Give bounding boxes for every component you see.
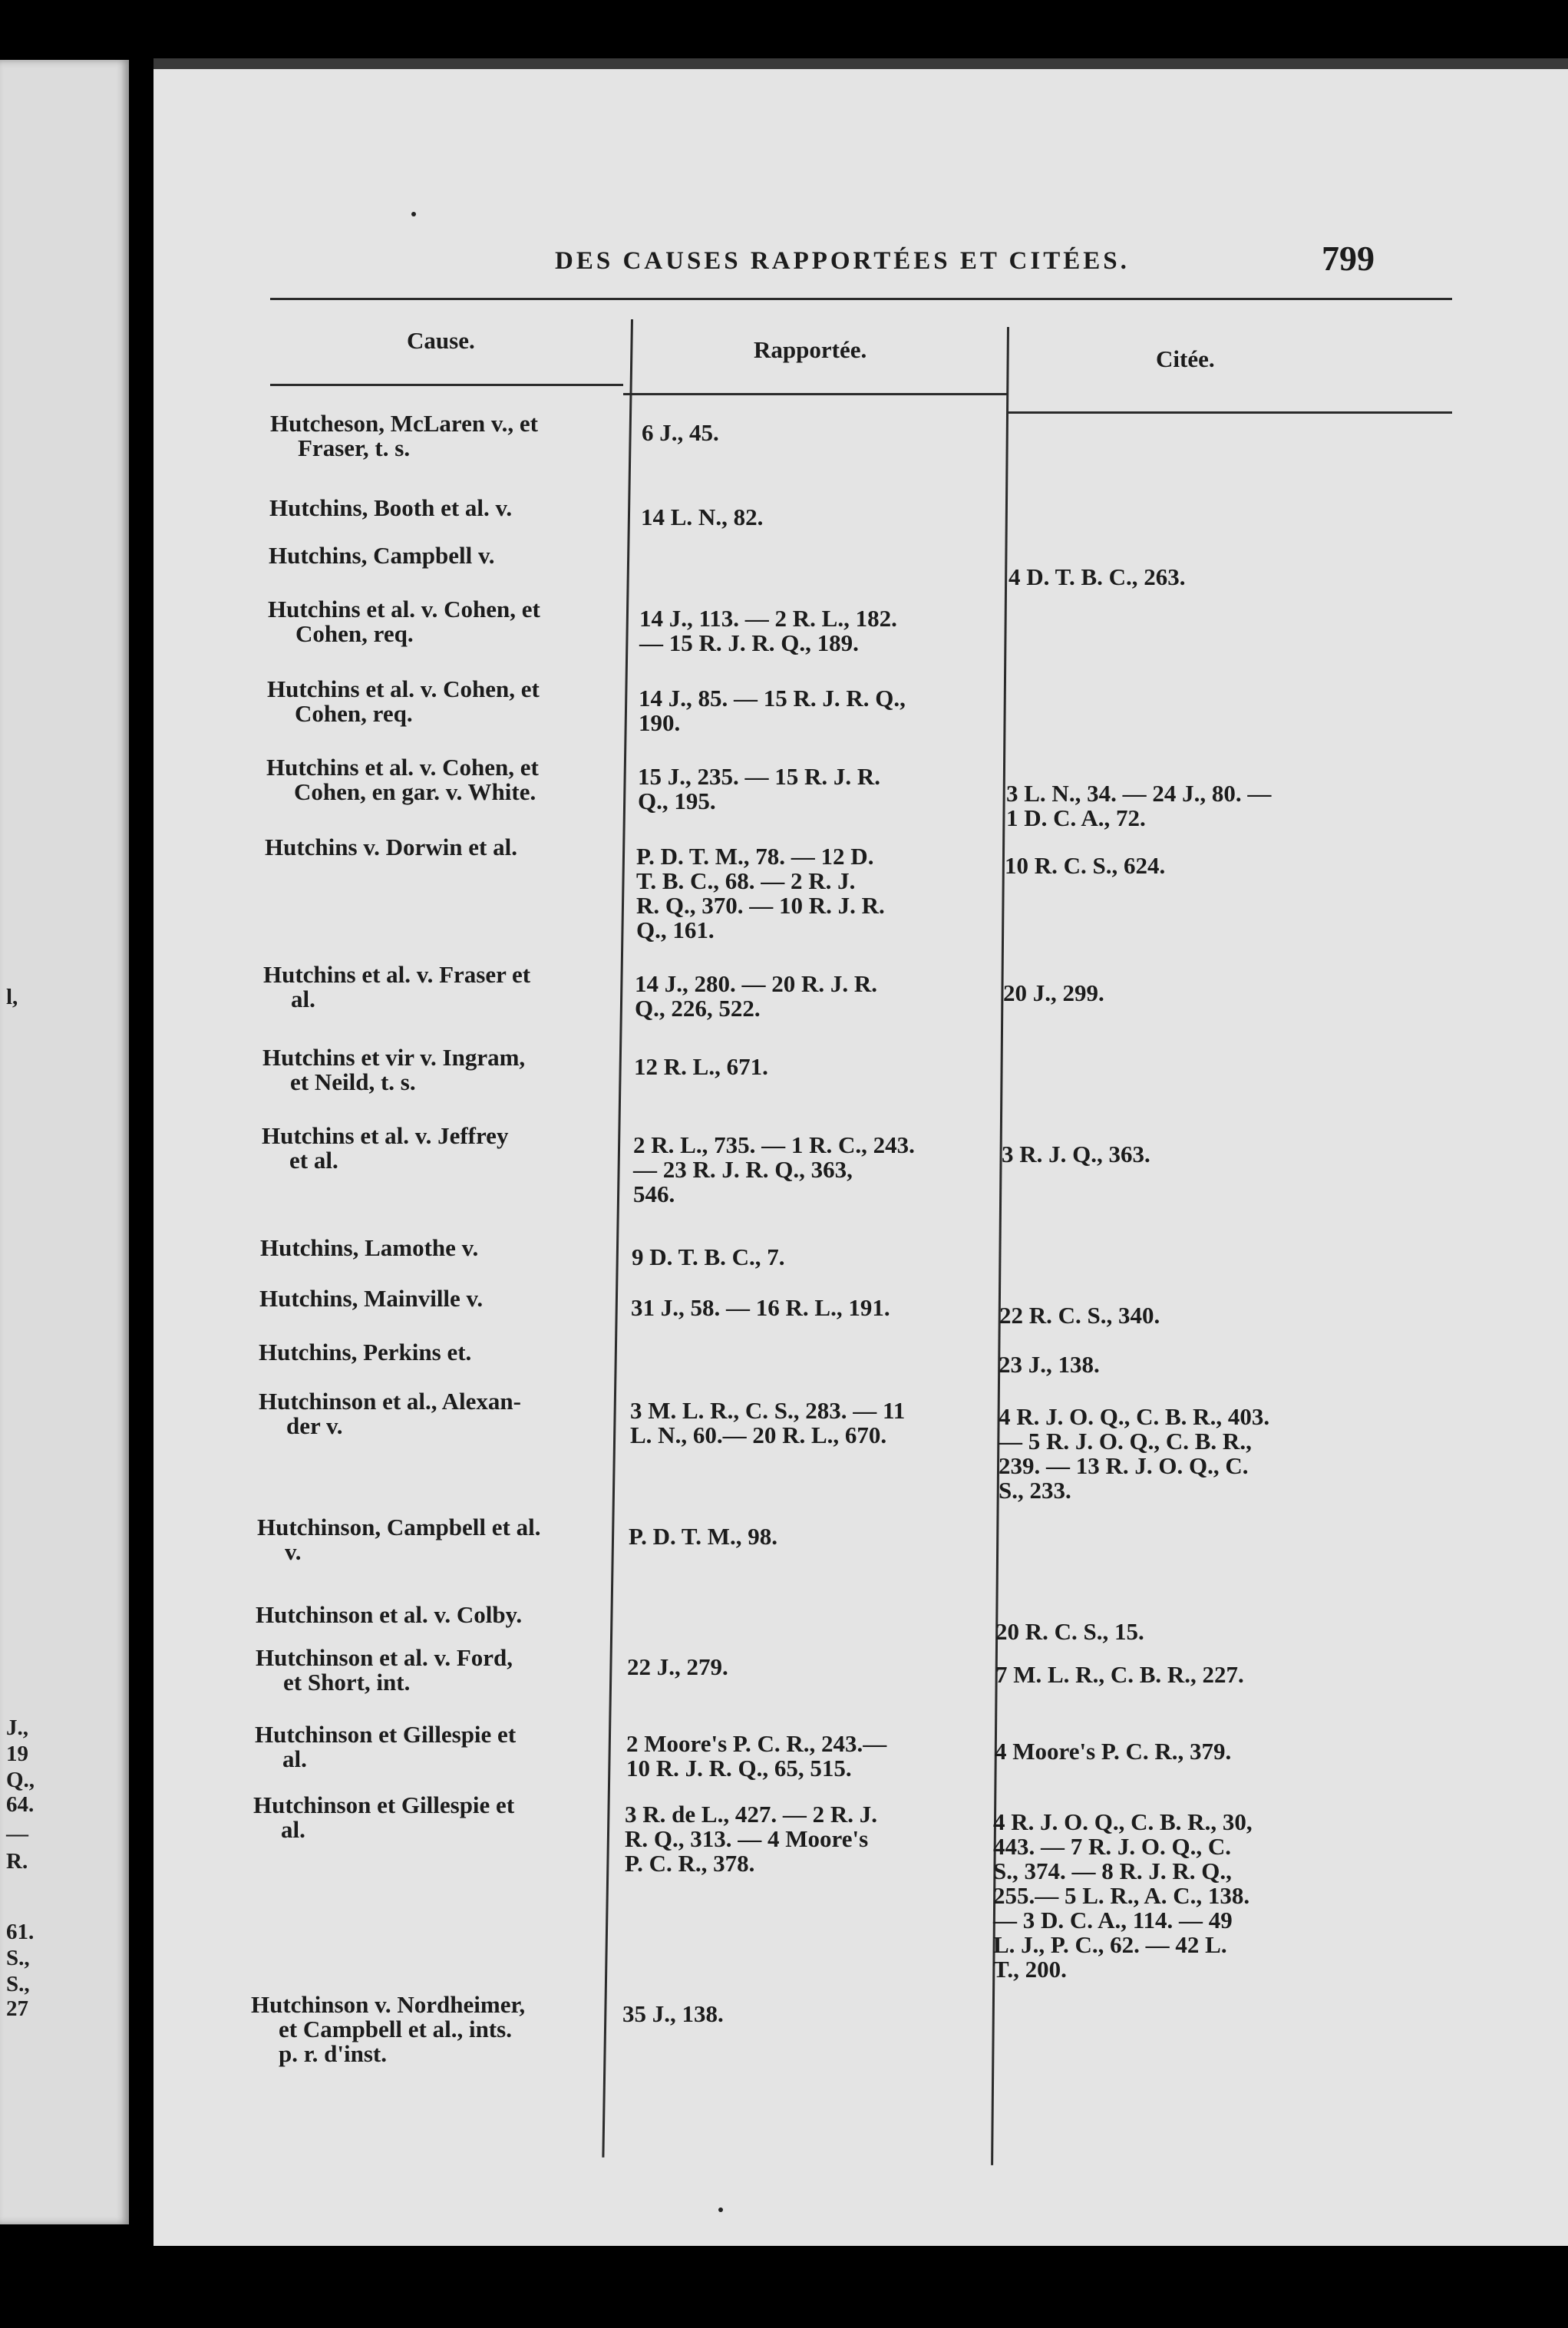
cause-entry <box>256 1603 801 1627</box>
cause-entry-line: Hutchins, Campbell v. <box>269 542 495 569</box>
cause-entry-line: Fraser, t. s. <box>298 434 411 461</box>
rapportee-entry-line: — 23 R. J. R. Q., 363, <box>633 1156 853 1183</box>
cause-entry-line: al. <box>281 1816 305 1843</box>
citee-entry <box>999 1352 1551 1377</box>
document-page <box>153 58 1568 2246</box>
header-rule <box>270 298 1452 300</box>
citee-entry <box>1008 565 1561 589</box>
citee-entry-line: 20 R. C. S., 15. <box>995 1618 1144 1645</box>
cause-entry-line: Hutchinson, Campbell et al. <box>257 1514 541 1540</box>
citee-entry-line: T., 200. <box>993 1956 1067 1983</box>
citee-entry <box>999 1405 1551 1503</box>
citee-entry-line: 239. — 13 R. J. O. Q., C. <box>999 1452 1249 1479</box>
column-header-rule-left <box>270 384 623 386</box>
cause-entry <box>259 1340 804 1365</box>
left-page-text: J., <box>6 1715 28 1740</box>
citee-entry <box>999 1303 1552 1328</box>
cause-entry <box>269 543 814 568</box>
rapportee-entry-line: R. Q., 370. — 10 R. J. R. <box>636 892 885 919</box>
column-header-cause: Cause. <box>407 327 475 354</box>
cause-entry-line: Hutchins v. Dorwin et al. <box>265 834 517 860</box>
rapportee-entry-line: 2 R. L., 735. — 1 R. C., 243. <box>633 1131 915 1158</box>
citee-entry-line: 443. — 7 R. J. O. Q., C. <box>993 1833 1231 1860</box>
rapportee-entry <box>629 1524 1166 1549</box>
left-page-text: S., <box>6 1972 30 1996</box>
citee-entry-line: 4 R. J. O. Q., C. B. R., 403. <box>999 1403 1270 1430</box>
cause-entry-line: Hutchins, Booth et al. v. <box>269 494 513 521</box>
rapportee-entry <box>639 686 1176 735</box>
rapportee-entry-line: 31 J., 58. — 16 R. L., 191. <box>631 1294 890 1321</box>
rapportee-entry-line: 190. <box>639 709 681 736</box>
cause-entry-line: et al. <box>289 1147 338 1174</box>
column-header-rapportee: Rapportée. <box>754 336 867 363</box>
citee-entry <box>1006 781 1559 830</box>
rapportee-entry-line: 546. <box>633 1181 675 1207</box>
rapportee-entry-line: Q., 195. <box>638 788 716 814</box>
page-number: 799 <box>1322 239 1375 278</box>
citee-entry-line: — 3 D. C. A., 114. — 49 <box>993 1907 1233 1933</box>
citee-entry-line: 10 R. C. S., 624. <box>1005 852 1166 879</box>
page-top-edge <box>153 58 1568 69</box>
rapportee-entry <box>632 1245 1169 1270</box>
rapportee-entry-line: R. Q., 313. — 4 Moore's <box>625 1825 869 1852</box>
rapportee-entry-line: T. B. C., 68. — 2 R. J. <box>636 867 856 894</box>
citee-entry <box>995 1620 1548 1644</box>
rapportee-entry-line: 10 R. J. R. Q., 65, 515. <box>626 1755 852 1781</box>
cause-entry-line: Hutcheson, McLaren v., et <box>270 410 539 437</box>
rapportee-entry-line: 14 J., 85. — 15 R. J. R. Q., <box>639 685 906 712</box>
cause-entry-line: v. <box>285 1538 302 1565</box>
running-header: DES CAUSES RAPPORTÉES ET CITÉES. <box>555 247 1130 275</box>
citee-entry-line: 255.— 5 L. R., A. C., 138. <box>993 1882 1250 1909</box>
citee-entry <box>995 1739 1547 1764</box>
cause-entry-line: Hutchins et al. v. Cohen, et <box>268 596 540 622</box>
left-page-text: S., <box>6 1946 30 1970</box>
rapportee-entry <box>634 1055 1171 1079</box>
cause-entry-line: al. <box>282 1745 307 1772</box>
rapportee-entry-line: 9 D. T. B. C., 7. <box>632 1243 785 1270</box>
citee-entry-line: 3 R. J. Q., 363. <box>1002 1141 1150 1167</box>
citee-entry-line: 4 D. T. B. C., 263. <box>1008 563 1186 590</box>
cause-entry-line: Hutchins et al. v. Fraser et <box>263 961 531 988</box>
left-page-text: — <box>6 1821 28 1846</box>
citee-entry-line: 20 J., 299. <box>1003 979 1104 1006</box>
cause-entry-line: Hutchinson et Gillespie et <box>255 1721 517 1748</box>
cause-entry-line: Hutchins et vir v. Ingram, <box>262 1044 526 1071</box>
column-header-rule-middle <box>623 393 1007 395</box>
citee-entry <box>993 1810 1546 1982</box>
left-page-fragment <box>0 60 129 2224</box>
rapportee-entry-line: L. N., 60.— 20 R. L., 670. <box>630 1422 887 1448</box>
rapportee-entry-line: Q., 226, 522. <box>635 995 761 1022</box>
citee-entry <box>1003 981 1556 1005</box>
column-header-citee: Citée. <box>1156 345 1215 372</box>
rapportee-entry <box>641 505 1178 530</box>
citee-entry-line: 22 R. C. S., 340. <box>999 1302 1160 1329</box>
rapportee-entry <box>639 606 1177 655</box>
cause-entry-line: Hutchinson et al., Alexan- <box>259 1388 521 1415</box>
cause-entry-line: Hutchins et al. v. Jeffrey <box>262 1122 509 1149</box>
cause-entry-line: p. r. d'inst. <box>279 2040 387 2067</box>
left-page-text: l, <box>6 985 18 1009</box>
rapportee-entry-line: P. D. T. M., 78. — 12 D. <box>636 843 874 870</box>
cause-entry-line: Hutchinson v. Nordheimer, <box>251 1991 526 2018</box>
citee-entry-line: — 5 R. J. O. Q., C. B. R., <box>999 1428 1252 1455</box>
rapportee-entry-line: 6 J., 45. <box>642 419 719 446</box>
citee-entry-line: 23 J., 138. <box>999 1351 1100 1378</box>
cause-entry-line: Hutchins et al. v. Cohen, et <box>266 754 539 781</box>
rapportee-entry-line: 14 J., 280. — 20 R. J. R. <box>635 970 878 997</box>
cause-entry-line: Cohen, en gar. v. White. <box>294 778 536 805</box>
citee-entry-line: L. J., P. C., 62. — 42 L. <box>993 1931 1227 1958</box>
cause-entry-line: et Neild, t. s. <box>290 1068 416 1095</box>
cause-entry-line: al. <box>291 986 315 1012</box>
column-header-rule-right <box>1007 411 1452 414</box>
citee-entry <box>1002 1142 1554 1167</box>
citee-entry-line: S., 374. — 8 R. J. R. Q., <box>993 1857 1232 1884</box>
rapportee-entry-line: 12 R. L., 671. <box>634 1053 768 1080</box>
cause-entry-line: Hutchins, Perkins et. <box>259 1339 472 1365</box>
cause-entry-line: Hutchins et al. v. Cohen, et <box>267 675 540 702</box>
rapportee-entry-line: 2 Moore's P. C. R., 243.— <box>626 1730 887 1757</box>
rapportee-entry-line: P. C. R., 378. <box>625 1850 755 1877</box>
left-page-text: R. <box>6 1849 28 1874</box>
citee-entry-line: 4 Moore's P. C. R., 379. <box>995 1738 1232 1765</box>
left-page-text: 19 <box>6 1742 28 1766</box>
rapportee-entry-line: 15 J., 235. — 15 R. J. R. <box>638 763 881 790</box>
left-page-text: 27 <box>6 1996 28 2021</box>
citee-entry <box>995 1663 1548 1687</box>
rapportee-entry <box>622 2002 1160 2026</box>
left-page-text: 64. <box>6 1792 35 1817</box>
cause-entry-line: et Campbell et al., ints. <box>279 2016 512 2042</box>
cause-entry-line: Hutchins, Lamothe v. <box>260 1234 479 1261</box>
citee-entry-line: 7 M. L. R., C. B. R., 227. <box>995 1661 1244 1688</box>
cause-entry-line: Cohen, req. <box>295 700 413 727</box>
rapportee-entry-line: Q., 161. <box>636 916 715 943</box>
cause-entry-line: Hutchinson et al. v. Colby. <box>256 1601 523 1628</box>
citee-entry-line: 3 L. N., 34. — 24 J., 80. — <box>1006 780 1272 807</box>
rapportee-entry-line: 3 M. L. R., C. S., 283. — 11 <box>630 1397 906 1424</box>
rapportee-entry-line: 14 L. N., 82. <box>641 504 764 530</box>
rapportee-entry-line: 22 J., 279. <box>627 1653 728 1680</box>
citee-entry <box>1005 854 1557 878</box>
speck <box>411 212 416 216</box>
rapportee-entry-line: P. D. T. M., 98. <box>629 1523 778 1550</box>
left-page-text: 61. <box>6 1920 35 1944</box>
speck <box>718 2207 723 2212</box>
cause-entry-line: Hutchinson et Gillespie et <box>253 1791 515 1818</box>
rapportee-entry-line: — 15 R. J. R. Q., 189. <box>639 629 859 656</box>
rapportee-entry-line: 14 J., 113. — 2 R. L., 182. <box>639 605 897 632</box>
rapportee-entry-line: 3 R. de L., 427. — 2 R. J. <box>625 1801 877 1828</box>
cause-entry-line: Hutchins, Mainville v. <box>259 1285 484 1312</box>
rapportee-entry <box>642 421 1179 445</box>
citee-entry-line: 4 R. J. O. Q., C. B. R., 30, <box>993 1808 1253 1835</box>
left-page-text: Q., <box>6 1768 35 1792</box>
citee-entry-line: S., 233. <box>999 1477 1071 1504</box>
rapportee-entry-line: 35 J., 138. <box>622 2000 724 2027</box>
citee-entry-line: 1 D. C. A., 72. <box>1006 804 1146 831</box>
cause-entry-line: et Short, int. <box>283 1669 411 1696</box>
cause-entry-line: der v. <box>286 1412 343 1439</box>
cause-entry-line: Hutchinson et al. v. Ford, <box>256 1644 513 1671</box>
cause-entry-line: Cohen, req. <box>295 620 414 647</box>
